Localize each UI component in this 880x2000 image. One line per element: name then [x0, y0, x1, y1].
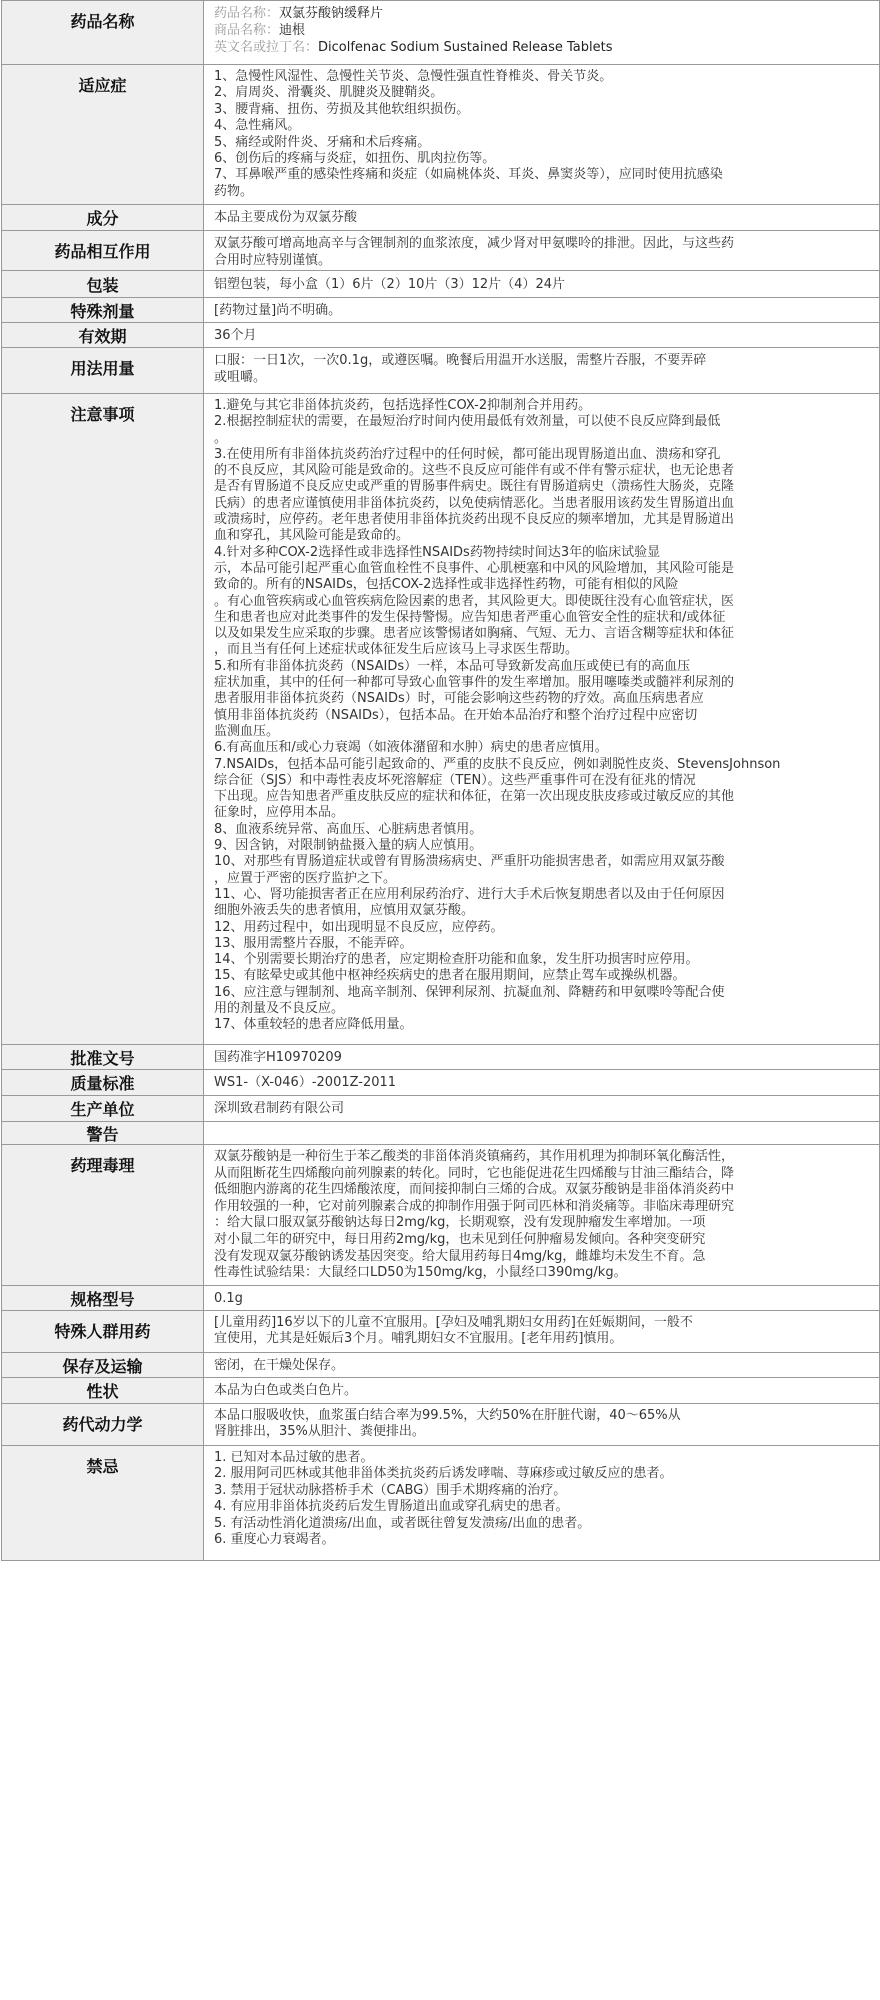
row-pharmacology — [2, 1145, 879, 1286]
text-line: 征象时，应停用本品。 — [214, 805, 345, 821]
row-dosage — [2, 348, 879, 394]
text-line: [药物过量]尚不明确。 — [214, 302, 342, 318]
text-line: 药物。 — [214, 183, 254, 199]
row-label: 禁忌 — [2, 1446, 204, 1560]
row-content — [204, 298, 879, 322]
row-label: 质量标准 — [2, 1070, 204, 1095]
text-line: 本品口服吸收快，血浆蛋白结合率为99.5%，大约50%在肝脏代谢，40～65%从 — [214, 1408, 681, 1423]
row-name — [2, 1, 879, 65]
text-line: 患者服用非甾体抗炎药（NSAIDs）时，可能会影响这些药物的疗效。高血压病患者应 — [214, 691, 704, 707]
row-content — [204, 1145, 879, 1285]
text-line: 从而阻断花生四烯酸向前列腺素的转化。同时，它也能促进花生四烯酸与甘油三酯结合，降 — [214, 1165, 735, 1181]
text-line: 10、对那些有胃肠道症状或曾有胃肠溃疡病史、严重肝功能损害患者，如需应用双氯芬酸 — [214, 854, 725, 870]
name-line — [214, 22, 867, 39]
row-content — [204, 1353, 879, 1377]
text-line: 本品主要成份为双氯芬酸 — [214, 210, 358, 225]
text-line: 致命的。所有的NSAIDs，包括COX-2选择性或非选择性药物，可能有相似的风险 — [214, 577, 679, 593]
text-line: 6. 重度心力衰竭者。 — [214, 1532, 335, 1548]
row-label: 适应症 — [2, 65, 204, 204]
text-line: 综合征（SJS）和中毒性表皮坏死溶解症（TEN）。这些严重事件可在没有征兆的情况 — [214, 772, 696, 788]
row-warning — [2, 1122, 879, 1145]
text-line: 5、痛经或附件炎、牙痛和术后疼痛。 — [214, 134, 431, 150]
text-line: 2.根据控制症状的需要，在最短治疗时间内使用最低有效剂量，可以使不良反应降到最低 — [214, 414, 721, 430]
name-value: Dicolfenac Sodium Sustained Release Tablets — [318, 40, 613, 55]
row-indications — [2, 65, 879, 205]
row-content — [204, 271, 879, 297]
text-line: 低细胞内游离的花生四烯酸浓度，而间接抑制白三烯的合成。双氯芬酸钠是非甾体消炎药中 — [214, 1182, 735, 1198]
row-label: 规格型号 — [2, 1286, 204, 1310]
text-line: 氏病）的患者应谨慎使用非甾体抗炎药，以免使病情恶化。当患者服用该药发生胃肠道出血 — [214, 495, 735, 511]
text-line: 下出现。应告知患者严重皮肤反应的症状和体征，在第一次出现皮肤皮疹或过敏反应的其他 — [214, 789, 735, 805]
row-storage — [2, 1353, 879, 1378]
text-line: 11、心、肾功能损害者正在应用利尿药治疗、进行大手术后恢复期患者以及由于任何原因 — [214, 886, 725, 902]
row-label: 特殊人群用药 — [2, 1311, 204, 1352]
row-label: 药理毒理 — [2, 1145, 204, 1285]
row-content — [204, 1070, 879, 1095]
text-line: 监测血压。 — [214, 723, 280, 739]
text-line: 本品为白色或类白色片。 — [214, 1383, 358, 1398]
row-content — [204, 1378, 879, 1403]
row-content — [204, 1311, 879, 1352]
text-line: 2、肩周炎、滑囊炎、肌腱炎及腱鞘炎。 — [214, 85, 444, 101]
text-line: 血和穿孔，其风险可能是致命的。 — [214, 528, 410, 544]
row-content — [204, 1, 879, 64]
text-line: 4、急性痛风。 — [214, 118, 301, 134]
text-line: [儿童用药]16岁以下的儿童不宜服用。[孕妇及哺乳期妇女用药]在妊娠期间，一般不 — [214, 1315, 693, 1330]
row-content — [204, 1122, 879, 1144]
text-line: 14、个别需要长期治疗的患者，应定期检查肝功能和血象，发生肝功损害时应停用。 — [214, 952, 699, 968]
text-line: 1、急慢性风湿性、急慢性关节炎、急慢性强直性脊椎炎、骨关节炎。 — [214, 69, 613, 84]
text-line: 。有心血管疾病或心血管疾病危险因素的患者，其风险更大。即使既往没有心血管症状，医 — [214, 593, 735, 609]
row-standard — [2, 1070, 879, 1096]
text-line: 3. 禁用于冠状动脉搭桥手术（CABG）围手术期疼痛的治疗。 — [214, 1482, 567, 1498]
row-content — [204, 231, 879, 270]
text-line: 用的剂量及不良反应。 — [214, 1000, 345, 1016]
text-line: 双氯芬酸钠是一种衍生于苯乙酸类的非甾体消炎镇痛药，其作用机理为抑制环氧化酶活性， — [214, 1149, 735, 1164]
row-content — [204, 348, 879, 393]
name-key: 商品名称： — [214, 23, 280, 38]
row-label: 药品名称 — [2, 1, 204, 64]
row-content — [204, 1096, 879, 1121]
text-line: 1. 已知对本品过敏的患者。 — [214, 1450, 374, 1465]
text-line: 4. 有应用非甾体抗炎药后发生胃肠道出血或穿孔病史的患者。 — [214, 1499, 569, 1515]
row-content — [204, 323, 879, 347]
row-validity — [2, 323, 879, 348]
text-line: 9、因含钠，对限制钠盐摄入量的病人应慎用。 — [214, 838, 483, 854]
text-line: 作用较强的一种，它对前列腺素合成的抑制作用强于阿司匹林和消炎痛等。非临床毒理研究 — [214, 1198, 735, 1214]
text-line: 3、腰背痛、扭伤、劳损及其他软组织损伤。 — [214, 101, 470, 117]
row-label: 批准文号 — [2, 1045, 204, 1069]
row-content — [204, 1045, 879, 1069]
row-label: 保存及运输 — [2, 1353, 204, 1377]
text-line: 宜使用，尤其是妊娠后3个月。哺乳期妇女不宜服用。[老年用药]慎用。 — [214, 1331, 623, 1346]
name-line — [214, 39, 867, 56]
row-content — [204, 394, 879, 1044]
text-line: 1.避免与其它非甾体抗炎药，包括选择性COX-2抑制剂合并用药。 — [214, 398, 592, 413]
row-interactions — [2, 231, 879, 271]
text-line: 6.有高血压和/或心力衰竭（如液体潴留和水肿）病史的患者应慎用。 — [214, 740, 608, 756]
row-spec — [2, 1286, 879, 1311]
name-value: 迪根 — [279, 23, 306, 38]
text-line: 36个月 — [214, 327, 257, 343]
text-line: 国药准字H10970209 — [214, 1049, 342, 1065]
name-key: 药品名称： — [214, 6, 280, 21]
text-line: 对小鼠二年的研究中，每日用药2mg/kg，也未见到任何肿瘤易发倾向。各种突变研究 — [214, 1231, 706, 1247]
text-line: 7、耳鼻喉严重的感染性疼痛和炎症（如扁桃体炎、耳炎、鼻窦炎等），应同时使用抗感染 — [214, 167, 723, 183]
text-line: 3.在使用所有非甾体抗炎药治疗过程中的任何时候，都可能出现胃肠道出血、溃疡和穿孔 — [214, 446, 721, 462]
text-line: 0.1g — [214, 1290, 243, 1306]
text-line: 性毒性试验结果：大鼠经口LD50为150mg/kg，小鼠经口390mg/kg。 — [214, 1265, 627, 1281]
row-label: 有效期 — [2, 323, 204, 347]
row-label: 成分 — [2, 205, 204, 230]
text-line: 15、有眩晕史或其他中枢神经疾病史的患者在服用期间，应禁止驾车或操纵机器。 — [214, 968, 686, 984]
text-line: 症状加重，其中的任何一种都可导致心血管事件的发生率增加。服用噻嗪类或髓袢利尿剂的 — [214, 675, 735, 691]
text-line: 或溃疡时，应停药。老年患者使用非甾体抗炎药出现不良反应的频率增加，尤其是胃肠道出 — [214, 512, 735, 528]
text-line: ，而且当有任何上述症状或体征发生后应该马上寻求医生帮助。 — [214, 642, 579, 658]
text-line: 5. 有活动性消化道溃疡/出血，或者既往曾复发溃疡/出血的患者。 — [214, 1515, 591, 1531]
row-content — [204, 65, 879, 204]
text-line: 肾脏排出，35%从胆汁、粪便排出。 — [214, 1424, 425, 1439]
row-label: 性状 — [2, 1378, 204, 1403]
text-line: 6、创伤后的疼痛与炎症，如扭伤、肌肉拉伤等。 — [214, 151, 496, 167]
row-appearance — [2, 1378, 879, 1404]
row-approval — [2, 1045, 879, 1070]
text-line: 慎用非甾体抗炎药（NSAIDs），包括本品。在开始本品治疗和整个治疗过程中应密切 — [214, 707, 698, 723]
name-line — [214, 5, 867, 22]
text-line: 7.NSAIDs，包括本品可能引起致命的、严重的皮肤不良反应，例如剥脱性皮炎、StevensJohnson — [214, 756, 781, 772]
row-ingredients — [2, 205, 879, 231]
text-line: 口服：一日1次，一次0.1g，或遵医嘱。晚餐后用温开水送服，需整片吞服，不要弄碎 — [214, 353, 707, 368]
name-value: 双氯芬酸钠缓释片 — [279, 6, 384, 21]
text-line: 或咀嚼。 — [214, 370, 267, 385]
drug-info-table — [1, 0, 880, 1561]
text-line: 4.针对多种COX-2选择性或非选择性NSAIDs药物持续时间达3年的临床试验显 — [214, 544, 661, 560]
text-line: 生和患者也应对此类事件的发生保持警惕。应告知患者严重心血管安全性的症状和/或体征 — [214, 609, 726, 625]
row-content — [204, 1286, 879, 1310]
text-line: 示，本品可能引起严重心血管血栓性不良事件、心肌梗塞和中风的风险增加，其风险可能是 — [214, 560, 735, 576]
text-line: 没有发现双氯芬酸钠诱发基因突变。给大鼠用药每日4mg/kg，雌雄均未发生不育。急 — [214, 1248, 706, 1264]
text-line: 合用时应特别谨慎。 — [214, 253, 332, 268]
row-label: 特殊剂量 — [2, 298, 204, 322]
row-label: 包装 — [2, 271, 204, 297]
row-label: 药品相互作用 — [2, 231, 204, 270]
row-label: 生产单位 — [2, 1096, 204, 1121]
row-special-groups — [2, 1311, 879, 1353]
row-content — [204, 1446, 879, 1560]
text-line: ，应置于严密的医疗监护之下。 — [214, 870, 397, 886]
text-line: 13、服用需整片吞服，不能弄碎。 — [214, 935, 413, 951]
text-line: 8、血液系统异常、高血压、心脏病患者慎用。 — [214, 821, 483, 837]
text-line: 双氯芬酸可增高地高辛与含锂制剂的血浆浓度，减少肾对甲氨喋呤的排泄。因此，与这些药 — [214, 236, 735, 251]
text-line: 17、体重较轻的患者应降低用量。 — [214, 1017, 413, 1033]
text-line: 深圳致君制药有限公司 — [214, 1101, 345, 1116]
row-label: 用法用量 — [2, 348, 204, 393]
row-label: 药代动力学 — [2, 1404, 204, 1445]
text-line: 以及如果发生应采取的步骤。患者应该警惕诸如胸痛、气短、无力、言语含糊等症状和体征 — [214, 626, 735, 642]
text-line: 12、用药过程中，如出现明显不良反应，应停药。 — [214, 919, 504, 935]
row-content — [204, 1404, 879, 1445]
text-line: WS1-（X-046）-2001Z-2011 — [214, 1075, 397, 1090]
row-content — [204, 205, 879, 230]
text-line: 2. 服用阿司匹林或其他非甾体类抗炎药后诱发哮喘、荨麻疹或过敏反应的患者。 — [214, 1466, 673, 1482]
row-precautions — [2, 394, 879, 1045]
name-key: 英文名或拉丁名： — [214, 40, 319, 55]
row-contraindications — [2, 1446, 879, 1561]
row-label: 警告 — [2, 1122, 204, 1144]
row-pharmacokinetics — [2, 1404, 879, 1446]
row-overdose — [2, 298, 879, 323]
row-label: 注意事项 — [2, 394, 204, 1044]
text-line: 细胞外液丢失的患者慎用，应慎用双氯芬酸。 — [214, 903, 475, 919]
row-package — [2, 271, 879, 298]
text-line: 密闭，在干燥处保存。 — [214, 1357, 345, 1373]
text-line: 16、应注意与锂制剂、地高辛制剂、保钾利尿剂、抗凝血剂、降糖药和甲氨喋呤等配合使 — [214, 984, 725, 1000]
row-manufacturer — [2, 1096, 879, 1122]
text-line: 铝塑包装，每小盒（1）6片（2）10片（3）12片（4）24片 — [214, 276, 565, 292]
text-line: ：给大鼠口服双氯芬酸钠达每日2mg/kg，长期观察，没有发现肿瘤发生率增加。一项 — [214, 1215, 706, 1231]
text-line: 5.和所有非甾体抗炎药（NSAIDs）一样，本品可导致新发高血压或使已有的高血压 — [214, 658, 691, 674]
text-line: 是否有胃肠道不良反应史或严重的胃肠事件病史。既往有胃肠道病史（溃疡性大肠炎，克隆 — [214, 479, 735, 495]
text-line: 的不良反应，其风险可能是致命的。这些不良反应可能伴有或不伴有警示症状，也无论患者 — [214, 463, 735, 479]
text-line: 。 — [214, 430, 228, 446]
